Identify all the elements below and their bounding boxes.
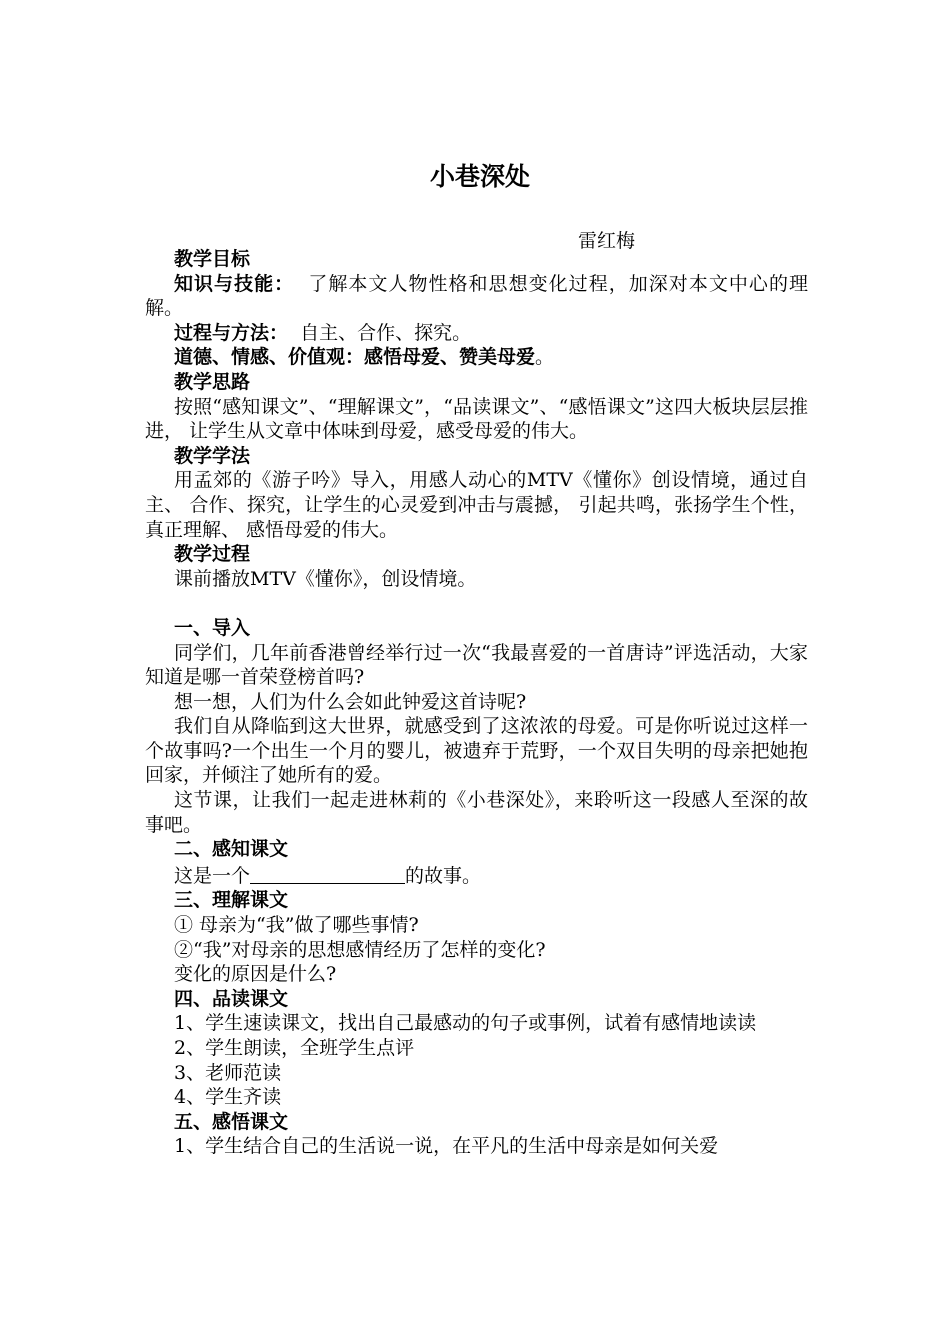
goal-knowledge bbox=[145, 272, 808, 321]
heading-teaching-process: 教学过程 bbox=[174, 543, 251, 566]
step2-fill-before: 这是一个 bbox=[174, 864, 251, 887]
process-intro: 课前播放MTV《懂你》，创设情境。 bbox=[174, 567, 477, 590]
step2-fill-blank bbox=[145, 862, 808, 889]
step4-item-4: 4、学生齐读 bbox=[174, 1086, 282, 1109]
heading-teaching-goals: 教学目标 bbox=[174, 248, 251, 270]
step1-paragraph-2: 想一想，人们为什么会如此钟爱这首诗呢? bbox=[174, 690, 527, 713]
step3-heading: 三、理解课文 bbox=[174, 889, 289, 912]
step5-heading: 五、感悟课文 bbox=[174, 1110, 289, 1133]
answer-blank bbox=[250, 864, 405, 884]
step3-question-2: ②“我”对母亲的思想感情经历了怎样的变化? bbox=[174, 938, 546, 961]
teaching-idea-text: 按照“感知课文”、“理解课文”，“品读课文”、“感悟课文”这四大板块层层推进， 让学生从文章中体味到母爱，感受母爱的伟大。 bbox=[145, 395, 808, 443]
author-name: 雷红梅 bbox=[578, 230, 636, 252]
step3-question-1: ① 母亲为“我”做了哪些事情? bbox=[174, 914, 419, 937]
goal-values-text: 感悟母爱、赞美母爱 bbox=[364, 346, 536, 369]
teaching-method-text: 用孟郊的《游子吟》导入，用感人动心的MTV《懂你》创设情境，通过自主、 合作、探究，让学生的心灵爱到冲击与震撼， 引起共鸣，张扬学生个性，真正理解、 感悟母爱的伟大。 bbox=[145, 469, 808, 541]
step2-heading: 二、感知课文 bbox=[174, 838, 289, 861]
step1-paragraph-3: 我们自从降临到这大世界，就感受到了这浓浓的母爱。可是你听说过这样一个故事吗?一个出生一个月的婴儿，被遗弃于荒野，一个双目失明的母亲把她抱回家，并倾注了她所有的爱。 bbox=[145, 715, 808, 787]
step1-paragraph-1: 同学们，几年前香港曾经举行过一次“我最喜爱的一首唐诗”评选活动，大家知道是哪一首荣登榜首吗? bbox=[145, 641, 808, 689]
step2-fill-after: 的故事。 bbox=[405, 864, 482, 887]
goal-process-label: 过程与方法： bbox=[174, 321, 289, 344]
heading-teaching-idea: 教学思路 bbox=[174, 370, 251, 393]
step4-item-2: 2、学生朗读，全班学生点评 bbox=[174, 1037, 415, 1059]
heading-teaching-method: 教学学法 bbox=[174, 444, 251, 467]
step5-item-1: 1、学生结合自己的生活说一说，在平凡的生活中母亲是如何关爱 bbox=[174, 1135, 719, 1158]
page-title: 小巷深处 bbox=[429, 162, 530, 191]
step3-question-3: 变化的原因是什么? bbox=[174, 963, 337, 986]
step1-heading: 一、导入 bbox=[174, 616, 251, 639]
goal-process-text: 自主、合作、探究。 bbox=[300, 321, 472, 344]
goal-knowledge-text: 了解本文人物性格和思想变化过程，加深对本文中心的理解。 bbox=[145, 272, 808, 320]
document-body bbox=[145, 247, 808, 1159]
step4-item-3: 3、老师范读 bbox=[174, 1061, 282, 1084]
goal-values-end: 。 bbox=[535, 346, 555, 369]
goal-knowledge-label: 知识与技能： bbox=[174, 272, 295, 295]
goal-process bbox=[145, 321, 808, 346]
step4-item-1: 1、学生速读课文，找出自己最感动的句子或事例，试着有感情地读读 bbox=[174, 1012, 757, 1035]
goal-values bbox=[145, 345, 808, 370]
goal-values-label: 道德、情感、价值观： bbox=[174, 346, 365, 369]
step4-heading: 四、品读课文 bbox=[174, 987, 289, 1010]
step1-paragraph-4: 这节课，让我们一起走进林莉的《小巷深处》，来聆听这一段感人至深的故事吧。 bbox=[145, 789, 808, 836]
